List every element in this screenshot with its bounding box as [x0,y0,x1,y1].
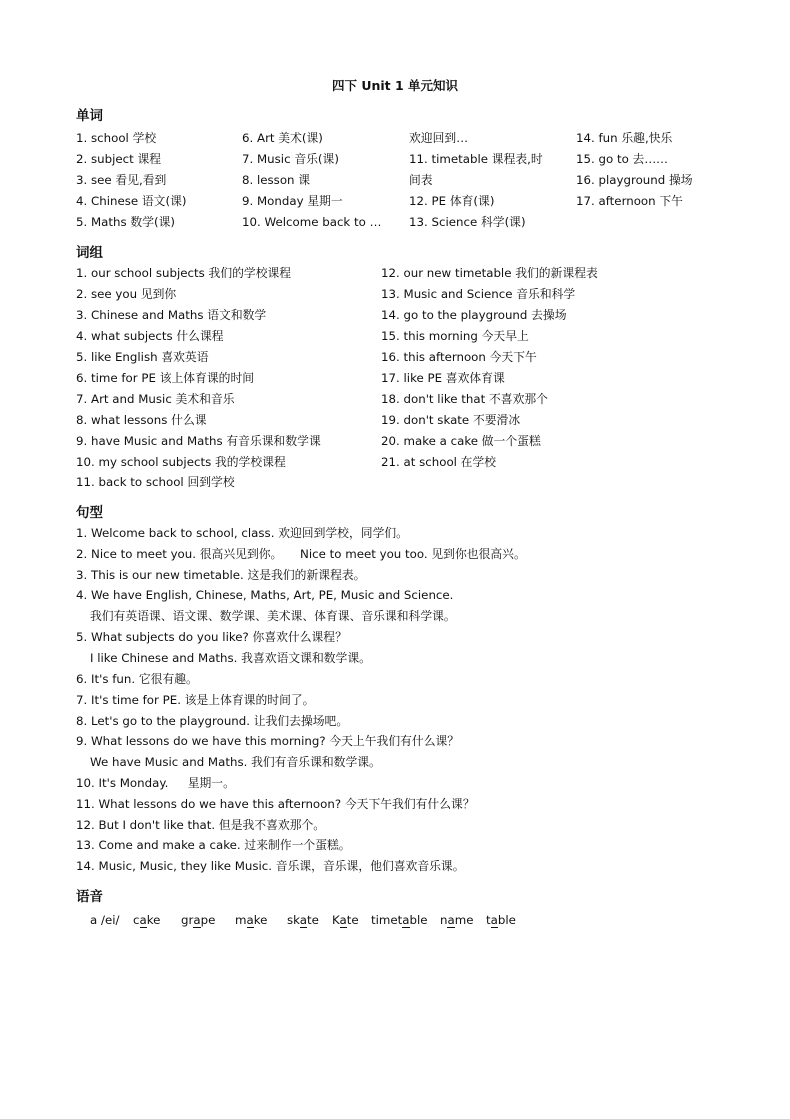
vocab-item: 7. Music 音乐(课) [242,152,339,166]
phrase-item: 6. time for PE 该上体育课的时间 [76,371,255,385]
sentence-line: We have Music and Maths. 我们有音乐课和数学课。 [90,755,381,769]
phrase-item: 5. like English 喜欢英语 [76,350,209,364]
sentence-line: 6. It's fun. 它很有趣。 [76,672,198,686]
phrase-item: 19. don't skate 不要滑冰 [381,413,521,427]
phrase-item: 18. don't like that 不喜欢那个 [381,392,548,406]
phonics-sound: a /ei/ [90,913,120,927]
vocab-item: 4. Chinese 语文(课) [76,194,187,208]
vocab-item: 15. go to 去…… [576,152,668,166]
vocab-item: 6. Art 美术(课) [242,131,323,145]
vocab-item: 17. afternoon 下午 [576,194,683,208]
phrase-item: 3. Chinese and Maths 语文和数学 [76,308,267,322]
vocab-item: 8. lesson 课 [242,173,311,187]
phonics-word: name [440,913,474,927]
phrase-item: 13. Music and Science 音乐和科学 [381,287,576,301]
phrase-item: 16. this afternoon 今天下午 [381,350,537,364]
phonics-word: make [235,913,268,927]
sentences-heading: 句型 [76,505,103,521]
sentence-line: 8. Let's go to the playground. 让我们去操场吧。 [76,714,349,728]
sentence-line: 3. This is our new timetable. 这是我们的新课程表。 [76,568,366,582]
sentence-line: 我们有英语课、语文课、数学课、美术课、体育课、音乐课和科学课。 [90,609,456,623]
vocab-item: 10. Welcome back to … [242,215,382,229]
phrase-item: 7. Art and Music 美术和音乐 [76,392,235,406]
sentence-line: 4. We have English, Chinese, Maths, Art, PE, Music and Science. [76,588,454,602]
sentence-line: I like Chinese and Maths. 我喜欢语文课和数学课。 [90,651,371,665]
vocab-item: 3. see 看见,看到 [76,173,167,187]
phrase-item: 8. what lessons 什么课 [76,413,207,427]
sentence-line: 9. What lessons do we have this morning? 今天上午我们有什么课？ [76,734,460,748]
phonics-word: grape [181,913,216,927]
vocab-item: 间表 [409,173,433,187]
phrase-item: 21. at school 在学校 [381,455,497,469]
phonics-word: cake [133,913,161,927]
phonics-word: Kate [332,913,359,927]
phonics-word: table [486,913,516,927]
phrase-item: 17. like PE 喜欢体育课 [381,371,505,385]
sentence-line: 2. Nice to meet you. 很高兴见到你。 Nice to meet you too. 见到你也很高兴。 [76,547,526,561]
vocab-item: 11. timetable 课程表,时 [409,152,543,166]
sentence-line: 10. It's Monday. 星期一。 [76,776,235,790]
page-title: 四下 Unit 1 单元知识 [331,78,459,93]
phrase-item: 1. our school subjects 我们的学校课程 [76,266,292,280]
vocab-item: 1. school 学校 [76,131,157,145]
sentence-line: 14. Music, Music, they like Music. 音乐课，音乐课，他们喜欢音乐课。 [76,859,465,873]
phrase-item: 11. back to school 回到学校 [76,475,235,489]
phrase-item: 15. this morning 今天早上 [381,329,529,343]
vocab-item: 2. subject 课程 [76,152,162,166]
vocab-item: 14. fun 乐趣,快乐 [576,131,673,145]
sentence-line: 1. Welcome back to school, class. 欢迎回到学校，同学们。 [76,526,408,540]
phrase-item: 20. make a cake 做一个蛋糕 [381,434,541,448]
phrase-item: 9. have Music and Maths 有音乐课和数学课 [76,434,321,448]
phrases-heading: 词组 [76,245,103,261]
phonics-heading: 语音 [76,889,103,905]
sentence-line: 11. What lessons do we have this afternoon? 今天下午我们有什么课？ [76,797,475,811]
sentence-line: 12. But I don't like that. 但是我不喜欢那个。 [76,818,326,832]
vocab-item: 12. PE 体育(课) [409,194,495,208]
phonics-word: timetable [371,913,428,927]
vocab-heading: 单词 [76,108,103,124]
phrase-item: 2. see you 见到你 [76,287,177,301]
phonics-word: skate [287,913,319,927]
vocab-item: 9. Monday 星期一 [242,194,343,208]
sentence-line: 7. It's time for PE. 该是上体育课的时间了。 [76,693,315,707]
sentence-line: 5. What subjects do you like? 你喜欢什么课程？ [76,630,347,644]
phrase-item: 14. go to the playground 去操场 [381,308,567,322]
vocab-item: 16. playground 操场 [576,173,693,187]
vocab-item: 13. Science 科学(课) [409,215,526,229]
vocab-item: 5. Maths 数学(课) [76,215,176,229]
sentence-line: 13. Come and make a cake. 过来制作一个蛋糕。 [76,838,351,852]
phrase-item: 4. what subjects 什么课程 [76,329,224,343]
phrase-item: 10. my school subjects 我的学校课程 [76,455,286,469]
phrase-item: 12. our new timetable 我们的新课程表 [381,266,598,280]
vocab-item: 欢迎回到… [409,131,468,145]
